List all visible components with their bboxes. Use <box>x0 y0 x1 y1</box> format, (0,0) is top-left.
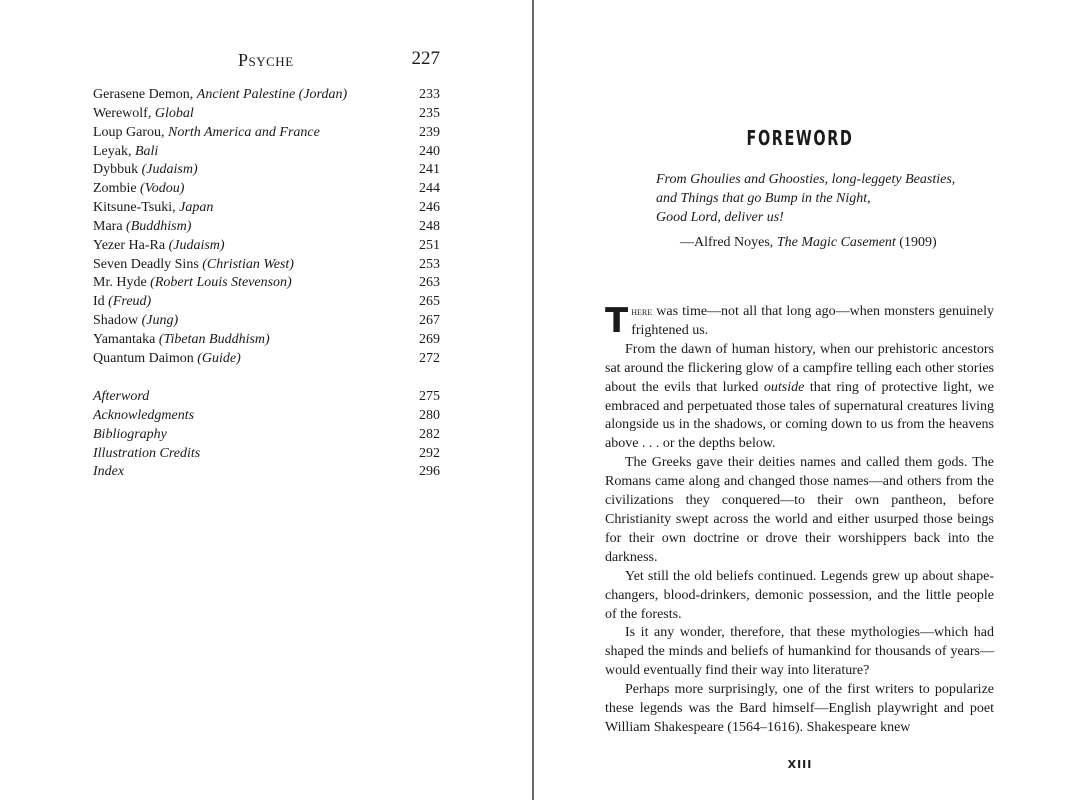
toc-entry-region: (Judaism) <box>141 162 198 178</box>
paragraph: Perhaps more surprisingly, one of the first writers to popularize these legends was the Bard himself—English playwright and poet William Shakespeare (1564–1616). Shakespeare knew <box>605 682 994 735</box>
attribution-year: (1909) <box>895 235 937 250</box>
toc-entry <box>93 161 440 180</box>
toc-page-number: 241 <box>419 162 440 178</box>
toc-back-entry <box>93 445 440 464</box>
toc-page-number: 280 <box>419 407 440 423</box>
small-caps-lead: here <box>631 304 653 318</box>
toc-entry-region: (Judaism) <box>168 237 225 253</box>
toc-back-entry <box>93 463 440 482</box>
toc-entry <box>93 293 440 312</box>
toc-entry-name: Id <box>93 294 109 310</box>
toc-page-number: 246 <box>419 200 440 216</box>
paragraph-text: was time—not all that long ago—when monsters genuinely frightened us. <box>631 304 994 338</box>
toc-entry-region: (Jung) <box>141 313 179 329</box>
toc-page-number: 269 <box>419 331 440 347</box>
toc-page-number: 267 <box>419 313 440 329</box>
epigraph-line: and Things that go Bump in the Night, <box>656 191 871 206</box>
toc-page-number: 265 <box>419 294 440 310</box>
toc-entry-region: (Buddhism) <box>126 218 192 234</box>
toc-entry-name: Mara <box>93 218 127 234</box>
foreword-title: FOREWORD <box>746 126 854 150</box>
toc-page-number: 240 <box>419 143 440 159</box>
paragraph-text: that ring of protective light, we embraced and perpetuated those tales of supernatural creatures living alongside us in the shadows, or coming down to us from the heavens above . . . or the depths below. <box>605 379 994 452</box>
toc-entry-name: Werewolf, <box>93 105 155 121</box>
toc-entry-region: Japan <box>179 200 214 216</box>
toc-entry-name: Index <box>93 464 125 480</box>
toc-page-number: 248 <box>419 218 440 234</box>
paragraph <box>605 302 994 341</box>
toc-entry-name: Seven Deadly Sins <box>93 256 203 272</box>
toc-entry-name: Gerasene Demon, <box>93 87 197 102</box>
epigraph <box>656 170 956 227</box>
right-page <box>534 0 1066 800</box>
toc-entry <box>93 350 440 369</box>
toc-entry-region: (Tibetan Buddhism) <box>158 331 270 347</box>
toc-entry <box>93 180 440 199</box>
toc-page-number: 272 <box>419 350 440 366</box>
attribution-author: —Alfred Noyes, <box>680 235 777 250</box>
toc-entry-region: Ancient Palestine (Jordan) <box>196 87 348 102</box>
toc-entry-name: Mr. Hyde <box>93 275 151 291</box>
toc-entry-name: Acknowledgments <box>93 407 195 423</box>
toc-entry <box>93 274 440 293</box>
toc-page-number: 244 <box>419 181 440 197</box>
toc-entry <box>93 218 440 237</box>
toc-page-number: 292 <box>419 445 440 461</box>
toc-back-entry <box>93 426 440 445</box>
toc-entry <box>93 256 440 275</box>
toc-page-number: 239 <box>419 124 440 140</box>
toc-page-number: 253 <box>419 256 440 272</box>
epigraph-line: Good Lord, deliver us! <box>656 210 784 225</box>
toc-entry <box>93 312 440 331</box>
toc-entry-name: Kitsune-Tsuki, <box>93 200 180 216</box>
toc-entry <box>93 143 440 162</box>
toc-entry-name: Leyak, <box>93 143 135 159</box>
toc-entry-name: Yamantaka <box>93 331 159 347</box>
paragraph: Is it any wonder, therefore, that these mythologies—which had shaped the minds and beliefs of humankind for thousands of years—would eventually find their way into literature? <box>605 625 994 679</box>
paragraph-text: From the dawn of human history, when our prehistoric ancestors sat around the flickering glow of a campfire telling each other stories about the evils that lurked <box>605 341 994 395</box>
attribution-work: The Magic Casement <box>776 235 896 250</box>
toc-page-number: 263 <box>419 275 440 291</box>
toc-entry <box>93 199 440 218</box>
toc-entry-name: Quantum Daimon <box>93 350 198 366</box>
toc-entry-region: (Vodou) <box>140 181 185 197</box>
part-title: Psyche <box>238 50 294 70</box>
foreword-body <box>605 302 994 738</box>
paragraph <box>605 341 994 454</box>
toc-entry-region: (Freud) <box>108 294 152 310</box>
toc-entry <box>93 105 440 124</box>
toc-page-number: 282 <box>419 426 440 442</box>
toc-entry-region: (Guide) <box>197 350 241 366</box>
toc-entry-region: Global <box>154 105 194 121</box>
left-page <box>0 0 532 800</box>
toc-page-number: 233 <box>419 87 440 102</box>
toc-entry <box>93 331 440 350</box>
emphasis: outside <box>763 379 805 395</box>
part-page-number: 227 <box>411 48 440 69</box>
paragraph: Yet still the old beliefs continued. Legends grew up about shape-changers, blood-drinkers, demonic possession, and the little people of the forests. <box>605 568 994 622</box>
toc-entry-name: Afterword <box>93 389 150 404</box>
toc-entry-name: Shadow <box>93 313 142 329</box>
toc-page-number: 251 <box>419 237 440 253</box>
toc-entry-region: Bali <box>134 143 159 159</box>
drop-cap: T <box>605 301 629 341</box>
epigraph-line: From Ghoulies and Ghoosties, long-leggety Beasties, <box>656 172 956 187</box>
paragraph: The Greeks gave their deities names and called them gods. The Romans came along and changed those names—and others from the civilizations they conquered—to their own pantheon, before Christianity swept across the world and either usurped those beings for their own doctrine or drove their worshippers back into the darkness. <box>605 455 994 565</box>
toc-back-matter <box>93 388 440 482</box>
toc-entry-region: North America and France <box>168 124 320 140</box>
toc-entries <box>93 86 440 369</box>
toc-entry-region: (Christian West) <box>202 256 294 272</box>
toc-page-number: 235 <box>419 105 440 121</box>
toc-back-entry <box>93 388 440 407</box>
toc-entry-name: Bibliography <box>93 426 167 442</box>
toc-entry <box>93 237 440 256</box>
toc-back-entry <box>93 407 440 426</box>
toc-entry-name: Yezer Ha-Ra <box>93 237 169 253</box>
toc-entry-name: Illustration Credits <box>93 445 201 461</box>
toc-entry-name: Loup Garou, <box>93 124 169 140</box>
toc-entry <box>93 86 440 105</box>
toc-entry-region: (Robert Louis Stevenson) <box>150 275 292 291</box>
toc-entry-name: Dybbuk <box>93 162 142 178</box>
toc-page-number: 296 <box>419 464 440 480</box>
page-folio: XIII <box>787 758 813 771</box>
toc-entry-name: Zombie <box>93 181 141 197</box>
toc-page-number: 275 <box>419 389 440 404</box>
toc-entry <box>93 124 440 143</box>
part-heading <box>238 50 440 72</box>
epigraph-attribution <box>680 235 937 251</box>
